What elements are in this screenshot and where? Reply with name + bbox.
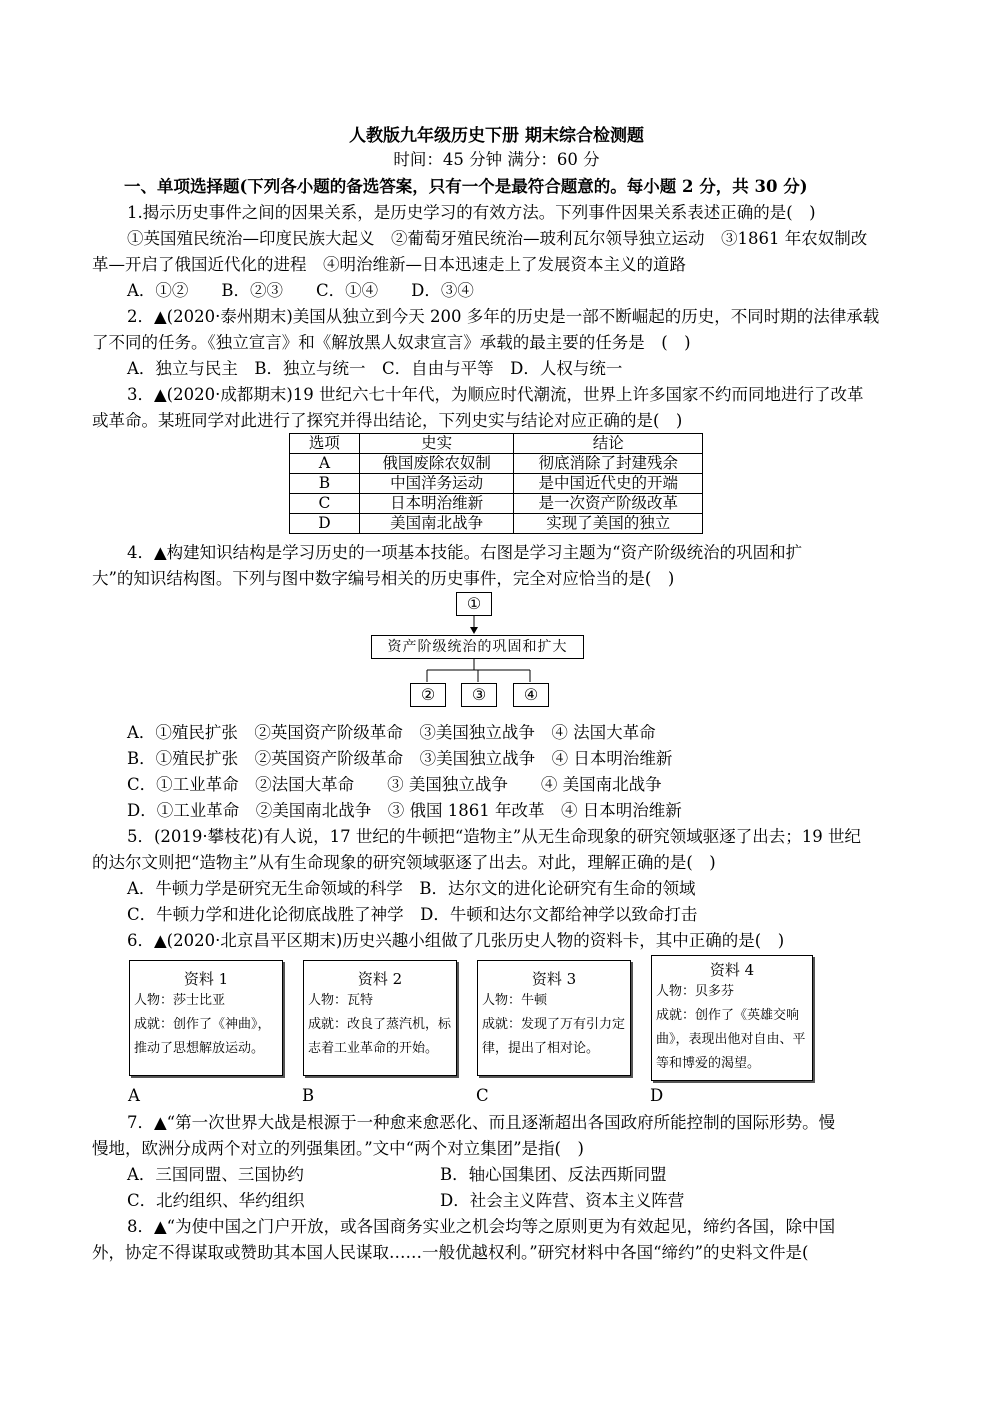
q7-option-a: A．三国同盟、三国协约 — [127, 1165, 304, 1184]
table-cell: 俄国废除农奴制 — [359, 454, 514, 474]
card-title: 资料 3 — [531, 970, 577, 988]
q1-items-line2: 革—开启了俄国近代化的进程 ④明治维新—日本迅速走上了发展资本主义的道路 — [92, 255, 686, 274]
card-achievement: 成就：创作了《神曲》，推动了思想解放运动。 — [134, 1017, 271, 1056]
q4-line2: 大”的知识结构图。下列与图中数字编号相关的历史事件，完全对应恰当的是( ) — [92, 569, 675, 588]
q4-option-d: D．①工业革命 ②美国南北战争 ③ 俄国 1861 年改革 ④ 日本明治维新 — [127, 801, 682, 820]
table-cell: 日本明治维新 — [359, 494, 514, 514]
table-header-cell: 史实 — [359, 434, 514, 454]
table-cell: D — [290, 514, 360, 534]
card-person: 人物：莎士比亚 — [134, 993, 226, 1008]
card-label-b: B — [302, 1086, 315, 1105]
card-person: 人物：瓦特 — [308, 993, 374, 1008]
q8-line2: 外，协定不得谋取或赞助其本国人民谋取……一般优越权利。”研究材料中各国“缔约”的史料文件是( — [92, 1243, 809, 1262]
card-title: 资料 4 — [709, 961, 755, 979]
diagram-node-1: ① — [456, 592, 492, 616]
table-cell: 实现了美国的独立 — [514, 514, 703, 534]
material-card-2 — [303, 960, 457, 1076]
card-title: 资料 2 — [357, 970, 403, 988]
q5-options-line2: C．牛顿力学和进化论彻底战胜了神学 D．牛顿和达尔文都给神学以致命打击 — [127, 905, 698, 924]
table-header-cell: 结论 — [514, 434, 703, 454]
material-card-4 — [651, 955, 813, 1081]
diagram-node-3: ③ — [461, 683, 497, 707]
q7-option-d: D．社会主义阵营、资本主义阵营 — [440, 1191, 685, 1210]
q4-option-a: A．①殖民扩张 ②英国资产阶级革命 ③美国独立战争 ④ 法国大革命 — [127, 723, 656, 742]
q5-options-line1: A．牛顿力学是研究无生命领域的科学 B．达尔文的进化论研究有生命的领域 — [127, 879, 696, 898]
card-label-a: A — [128, 1086, 140, 1105]
q7-option-b: B．轴心国集团、反法西斯同盟 — [440, 1165, 667, 1184]
q3-line1: 3．▲(2020·成都期末)19 世纪六七十年代，为顺应时代潮流，世界上许多国家不约而同地进行了改革 — [127, 385, 864, 404]
time-info: 时间：45 分钟 满分：60 分 — [393, 150, 600, 169]
table-cell: 中国洋务运动 — [359, 474, 514, 494]
q6-stem: 6．▲(2020·北京昌平区期末)历史兴趣小组做了几张历史人物的资料卡，其中正确的是( ) — [127, 931, 785, 950]
card-achievement: 成就：创作了《英雄交响曲》，表现出他对自由、平等和博爱的渴望。 — [656, 1008, 806, 1071]
q5-line1: 5．(2019·攀枝花)有人说，17 世纪的牛顿把“造物主”从无生命现象的研究领域驱逐了出去；19 世纪 — [127, 827, 861, 846]
diagram-node-4: ④ — [513, 683, 549, 707]
diagram-node-2: ② — [410, 683, 446, 707]
q1-stem: 1.揭示历史事件之间的因果关系，是历史学习的有效方法。下列事件因果关系表述正确的是( ) — [127, 203, 816, 222]
card-achievement: 成就：发现了万有引力定律，提出了相对论。 — [482, 1017, 626, 1056]
q7-line2: 慢地，欧洲分成两个对立的列强集团。”文中“两个对立集团”是指( ) — [92, 1139, 584, 1158]
card-title: 资料 1 — [183, 970, 229, 988]
q4-option-b: B．①殖民扩张 ②英国资产阶级革命 ③美国独立战争 ④ 日本明治维新 — [127, 749, 673, 768]
q2-options: A．独立与民主 B．独立与统一 C．自由与平等 D．人权与统一 — [127, 359, 623, 378]
q2-line2: 了不同的任务。《独立宣言》和《解放黑人奴隶宣言》承载的最主要的任务是 ( ) — [92, 333, 691, 352]
q2-line1: 2．▲(2020·泰州期末)美国从独立到今天 200 多年的历史是一部不断崛起的历史，不同时期的法律承载 — [127, 307, 880, 326]
table-cell: C — [290, 494, 360, 514]
q4-option-c: C．①工业革命 ②法国大革命 ③ 美国独立战争 ④ 美国南北战争 — [127, 775, 662, 794]
material-card-1 — [129, 960, 283, 1076]
table-cell: B — [290, 474, 360, 494]
card-achievement: 成就：改良了蒸汽机，标志着工业革命的开始。 — [308, 1017, 452, 1056]
section-heading: 一、单项选择题(下列各小题的备选答案，只有一个是最符合题意的。每小题 2 分，共 30 分) — [124, 177, 808, 196]
table-cell: A — [290, 454, 360, 474]
card-person: 人物：贝多芬 — [656, 984, 735, 999]
table-cell: 彻底消除了封建残余 — [514, 454, 703, 474]
page-title: 人教版九年级历史下册 期末综合检测题 — [349, 126, 644, 146]
q4-line1: 4．▲构建知识结构是学习历史的一项基本技能。右图是学习主题为“资产阶级统治的巩固和扩 — [127, 543, 803, 562]
q8-line1: 8．▲“为使中国之门户开放，或各国商务实业之机会均等之原则更为有效起见，缔约各国，除中国 — [127, 1217, 836, 1236]
q1-items-line1: ①英国殖民统治—印度民族大起义 ②葡萄牙殖民统治—玻利瓦尔领导独立运动 ③1861 年农奴制改 — [127, 229, 868, 248]
q1-options: A．①② B．②③ C．①④ D．③④ — [127, 281, 474, 300]
table-cell: 美国南北战争 — [359, 514, 514, 534]
q5-line2: 的达尔文则把“造物主”从有生命现象的研究领域驱逐了出去。对此，理解正确的是( ) — [92, 853, 716, 872]
table-cell: 是中国近代史的开端 — [514, 474, 703, 494]
table-cell: 是一次资产阶级改革 — [514, 494, 703, 514]
material-card-3 — [477, 960, 631, 1076]
card-label-d: D — [650, 1086, 664, 1105]
q7-line1: 7．▲“第一次世界大战是根源于一种愈来愈恶化、而且逐渐超出各国政府所能控制的国际形势。慢 — [127, 1113, 836, 1132]
diagram-center-node: 资产阶级统治的巩固和扩大 — [371, 635, 584, 659]
card-label-c: C — [476, 1086, 489, 1105]
card-person: 人物：牛顿 — [482, 993, 548, 1008]
table-header-cell: 选项 — [290, 434, 360, 454]
q3-line2: 或革命。某班同学对此进行了探究并得出结论，下列史实与结论对应正确的是( ) — [92, 411, 683, 430]
q7-option-c: C．北约组织、华约组织 — [127, 1191, 305, 1210]
